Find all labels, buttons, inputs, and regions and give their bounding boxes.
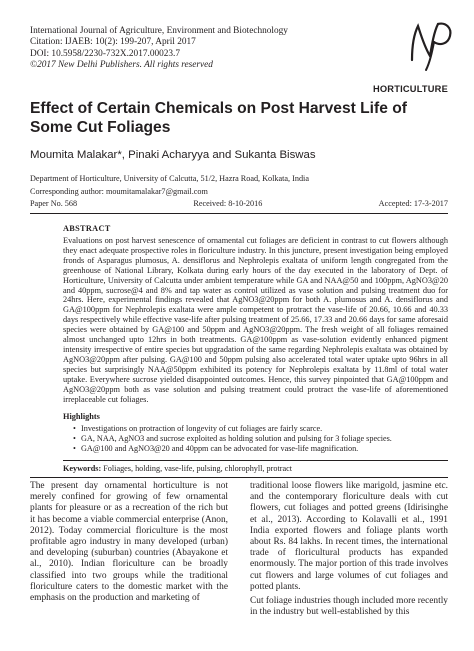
journal-header — [30, 26, 410, 72]
citation: Citation: IJAEB: 10(2): 199-207, April 2017 — [30, 37, 196, 48]
affiliation-block — [30, 174, 450, 197]
affiliation: Department of Horticulture, University of Calcutta, 51/2, Hazra Road, Kolkata, India — [30, 174, 309, 183]
highlight-item: • GA, NAA, AgNO3 and sucrose exploited as holding solution and pulsing for 3 foliage species. — [73, 434, 448, 444]
highlight-item: • Investigations on protraction of longevity of cut foliages are fairly scarce. — [73, 424, 448, 434]
paper-title: Effect of Certain Chemicals on Post Harvest Life of Some Cut Foliages — [30, 100, 407, 136]
journal-name: International Journal of Agriculture, Environment and Biotechnology — [30, 26, 288, 36]
paper-meta — [30, 199, 448, 208]
author-list: Moumita Malakar*, Pinaki Acharyya and Sukanta Biswas — [30, 149, 316, 161]
abstract-heading: ABSTRACT — [63, 224, 111, 233]
doi: DOI: 10.5958/2230-732X.2017.00023.7 — [30, 48, 181, 59]
copyright: ©2017 New Delhi Publishers. All rights reserved — [30, 60, 213, 71]
keywords — [63, 460, 448, 477]
keywords-text: Foliages, holding, vase-life, pulsing, chlorophyll, protract — [103, 464, 292, 474]
paper-number: Paper No. 568 — [30, 199, 78, 208]
highlights-list — [63, 424, 448, 454]
body-paragraph: Cut foliage industries though included more recently in the industry but well-established by this — [250, 596, 448, 618]
highlight-item: • GA@100 and AgNO3@20 and 40ppm can be advocated for vase-life magnification. — [73, 444, 448, 454]
body-paragraph: traditional loose flowers like marigold, jasmine etc. and the contemporary floriculture deals with cut flowers, cut foliages and potted greens (Idirisinghe et al., 2013). According to Kolavalli et al., 1991 India exported flowers and foliage plants worth about Rs. 84 lakhs. In recent times, the international trade of floricultural products has expanded enormously. The major portion of this trade involves cut flowers and large volumes of cut foliages and potted plants. — [250, 481, 448, 592]
received-date: Received: 8-10-2016 — [193, 199, 263, 208]
abstract-text: Evaluations on post harvest senescence of ornamental cut foliages are deficient in contrast to cut flowers although they enact adequate prospective roles in floriculture industry. In this juncture, present investigation being employed fronds of Asparagus plumosus, A. densiflorus and Nephrolepis exaltata of uniform length congregated from the greenhouse of National Library, Kolkata during early hours of the day executed in the laboratory of Dept. of Horticulture, University of Calcutta under ambient temperature while GA and NAA@50 and 100ppm, AgNO3@20 and 40ppm, sucrose@4 and 8% and tap water as control utilized as vase solution and pulsing treatment duo for 24hrs. Here, experimental findings revealed that AgNO3@20ppm for both A. plumosus and A. densiflorus and GA@100ppm for Nephrolepis exaltata were ample competent to protract the vase-life of 20.66, 10.66 and 40.33 days respectively while effective vase-life after pulsing treatment of 25.66, 17.33 and 20.66 days for same aforesaid species were obtained by GA@100 and 50ppm and AgNO3@20ppm. The fresh weight of all foliages remained almost unchanged upto 12hrs in both treatments. GA@100ppm as vase-solution evidently enhanced pigment intensity irrespective of entire species but upgradation of the same regarding Nephrolepis exaltata was obtained by AgNO3@20ppm after pulsing. GA@100 and 50ppm pulsing also accelerated total water uptake upto 96hrs in all species but surprisingly NAA@50ppm exhibited its potency for Nephrolepis exaltata by 11.8ml of total water uptake. Everywhere sucrose yielded disappointed outcomes. Hence, this survey pinpointed that GA@100ppm and AgNO3@20ppm both as vase solution and pulsing treatment could protract the vase-life of aforementioned irreplaceable cut foliages. — [63, 236, 448, 404]
section-label: HORTICULTURE — [372, 84, 448, 94]
accepted-date: Accepted: 17-3-2017 — [378, 199, 448, 208]
corresponding-author: Corresponding author: moumitamalakar7@gmail.com — [30, 186, 208, 196]
keywords-label: Keywords: — [63, 464, 102, 474]
body-column-left — [30, 481, 228, 604]
body-paragraph: The present day ornamental horticulture is not merely confined for growing of few ornamental plants for pleasure or as a recreation of the rich but it has become a viable commercial enterprise (Anon, 2012). Today commercial floriculture is the most profitable agro industry in many developed (urban) and developing (suburban) countries (Abayakone et al., 2010). Indian floriculture can be broadly classified into two groups while the traditional floriculture caters to the domestic market with the emphasis on the production and marketing of — [30, 481, 228, 604]
publisher-logo — [406, 16, 456, 74]
body-column-right — [250, 481, 448, 618]
highlights-heading: Highlights — [63, 412, 100, 422]
abstract-box — [30, 213, 448, 478]
